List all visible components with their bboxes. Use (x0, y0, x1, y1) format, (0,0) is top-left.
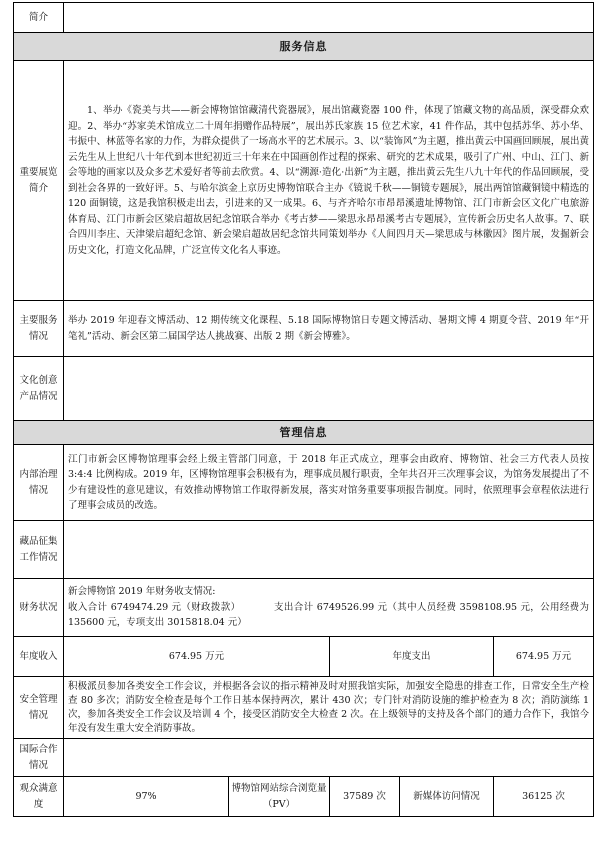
safety-label: 安全管理情况 (14, 677, 64, 739)
intro-value (64, 3, 594, 33)
service-section-header: 服务信息 (14, 33, 594, 61)
intro-label: 简介 (14, 3, 64, 33)
row-satisfaction (14, 777, 594, 817)
row-management-header (14, 421, 594, 445)
finance-label: 财务状况 (14, 579, 64, 637)
satisfaction-value: 97% (64, 777, 229, 817)
row-governance (14, 445, 594, 521)
row-collection (14, 521, 594, 579)
row-international (14, 739, 594, 777)
income-value: 674.95 万元 (64, 637, 330, 677)
exhibitions-value: 1、举办《瓷美与共——新会博物馆馆藏清代瓷器展》，展出馆藏瓷器 100 件，体现了馆藏文物的高品质，深受群众欢迎。2、举办“苏家美术馆成立二十周年捐赠作品特展”，展出苏氏家族 15 位艺术家，41 件作品，其中包括苏华、苏小华、韦振中、林蓝等名家的力作，为群众提供了一场高水平的艺术展示。3、以“装饰风”为主题，推出黄云中国画回顾展，展出黄云先生从上世纪八十年代到本世纪初近三十年来在中国画创作过程的探索、研究的艺术成果，吸引了广州、中山、江门、新会等地的画家以及众多艺术爱好者等前去欣赏。4、以“溯源·造化·出新”为主题，推出黄云先生八九十年代的作品回顾展，受到社会各界的一致好评。5、与哈尔滨金上京历史博物馆联合主办《镜说千秋——铜镜专题展》，展出两馆馆藏铜镜中精选的 120 面铜镜，这是我馆积极走出去，引进来的又一成果。6、与齐齐哈尔市昂昂溪遗址博物馆、江门市新会区文化广电旅游体育局、江门市新会区梁启超故居纪念馆联合举办《考古梦——梁思永昂昂溪考古专题展》，宣传新会历史名人故事。7、联合四川李庄、天津梁启超纪念馆、新会梁启超故居纪念馆共同策划举办《人间四月天—梁思成与林徽因》图片展，发掘新会历史文化，打造文化品牌，广泛宣传文化名人事迹。 (64, 61, 594, 301)
satisfaction-label: 观众满意度 (14, 777, 64, 817)
international-label: 国际合作情况 (14, 739, 64, 777)
creative-label: 文化创意产品情况 (14, 357, 64, 421)
exhibitions-label: 重要展览简介 (14, 61, 64, 301)
pv-value: 37589 次 (330, 777, 400, 817)
finance-line-2: 收入合计 6749474.29 元（财政拨款） 支出合计 6749526.99 元（其中人员经费 3598108.95 元，公用经费为 135600 元，专项支出 3015818.04 元） (68, 601, 593, 629)
governance-value: 江门市新会区博物馆理事会经上级主管部门同意，于 2018 年正式成立，理事会由政府、博物馆、社会三方代表人员按 3:4:4 比例构成。2019 年，区博物馆理事会积极有为，理事成员履行职责，全年共召开三次理事会议，为馆务发展提出了不少有建设性的意见建议，有效推动博物馆工作取得新发展，落实对馆务重要事项报告制度。同时，依照理事会章程依法进行了理事会成员的改选。 (64, 445, 594, 521)
finance-line-1: 新会博物馆 2019 年财务收支情况: (68, 586, 216, 598)
services-label: 主要服务情况 (14, 301, 64, 357)
collection-value (64, 521, 594, 579)
collection-label: 藏品征集工作情况 (14, 521, 64, 579)
row-finance (14, 579, 594, 637)
row-services (14, 301, 594, 357)
finance-value (64, 579, 594, 637)
services-value: 举办 2019 年迎春文博活动、12 期传统文化课程、5.18 国际博物馆日专题文博活动、暑期文博 4 期夏令营、2019 年“开笔礼”活动、新会区第二届国学达人挑战赛、出版 2 期《新会博雅》。 (64, 301, 594, 357)
income-label: 年度收入 (14, 637, 64, 677)
media-value: 36125 次 (494, 777, 594, 817)
creative-value (64, 357, 594, 421)
pv-label: 博物馆网站综合浏览量（PV） (229, 777, 330, 817)
row-exhibitions (14, 61, 594, 301)
management-section-header: 管理信息 (14, 421, 594, 445)
row-creative (14, 357, 594, 421)
governance-label: 内部治理情况 (14, 445, 64, 521)
row-service-header (14, 33, 594, 61)
museum-info-table (13, 2, 594, 817)
expense-value: 674.95 万元 (494, 637, 594, 677)
row-annual (14, 637, 594, 677)
safety-value: 积极派员参加各类安全工作会议，并根据各会议的指示精神及时对照我馆实际，加强安全隐患的排查工作，日常安全生产检查 80 多次；消防安全检查是每个工作日基本保持两次，累计 430 次；专门针对消防设施的维护检查为 8 次；消防演练 1 次，参加各类安全工作会议及培训 4 个，接受区消防安全大检查 2 次。在上级领导的支持及各个部门的通力合作下，我馆今年没有发生重大安全消防事故。 (64, 677, 594, 739)
row-intro (14, 3, 594, 33)
expense-label: 年度支出 (330, 637, 494, 677)
international-value (64, 739, 594, 777)
row-safety (14, 677, 594, 739)
media-label: 新媒体访问情况 (400, 777, 494, 817)
